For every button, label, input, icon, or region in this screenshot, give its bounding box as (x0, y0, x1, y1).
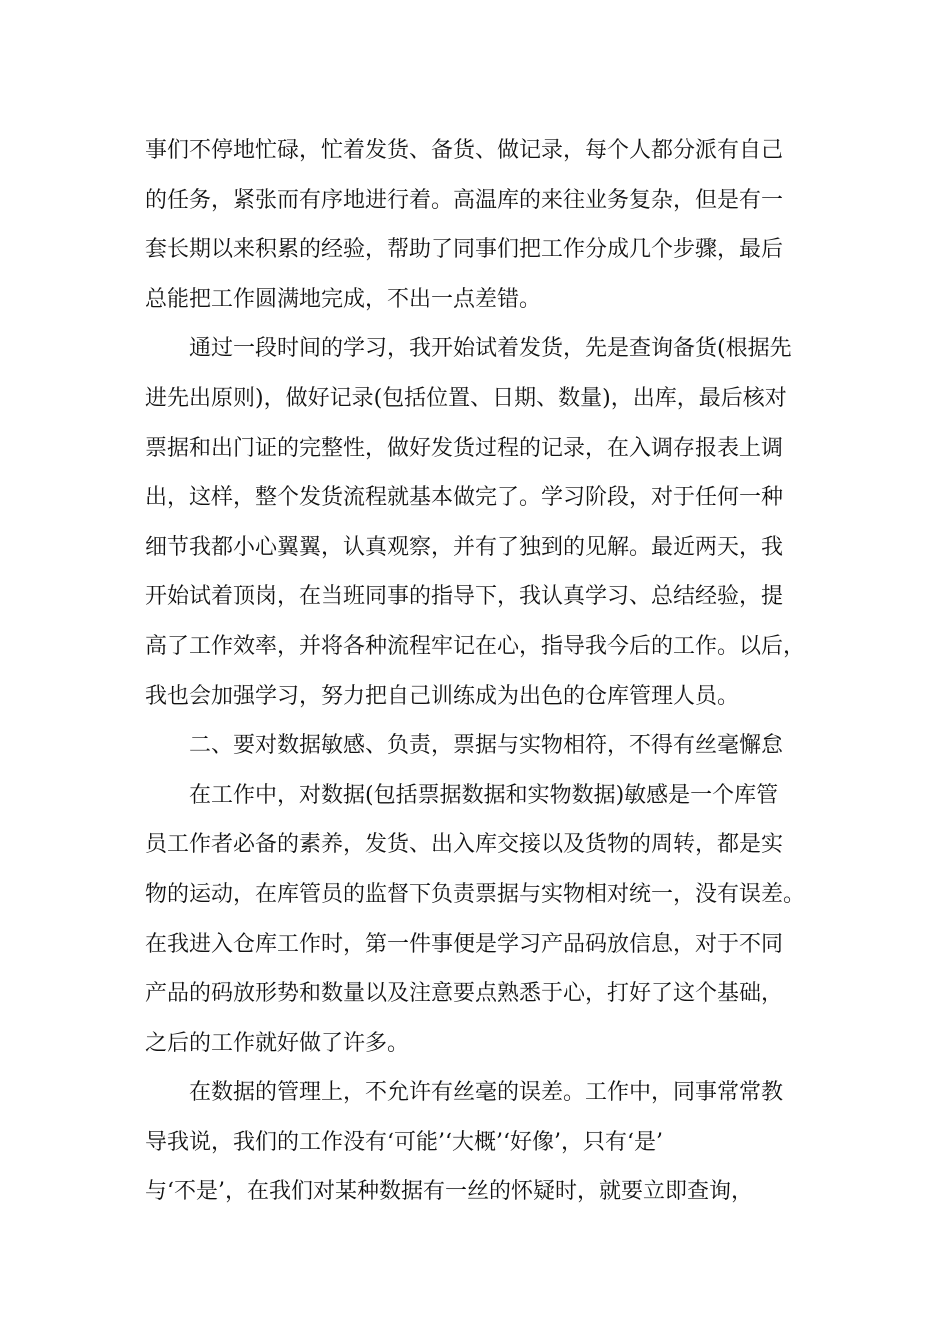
text-line: 员工作者必备的素养，发货、出入库交接以及货物的周转，都是实 (145, 832, 784, 858)
text-line: 出，这样，整个发货流程就基本做完了。学习阶段，对于任何一种 (145, 485, 784, 511)
text-line: 细节我都小心翼翼，认真观察，并有了独到的见解。最近两天，我 (145, 534, 784, 560)
text-line: 事们不停地忙碌，忙着发货、备货、做记录，每个人都分派有自己 (145, 138, 784, 163)
text-line: 开始试着顶岗，在当班同事的指导下，我认真学习、总结经验，提 (145, 584, 784, 610)
text-line: 的任务，紧张而有序地进行着。高温库的来往业务复杂，但是有一 (145, 187, 784, 213)
text-line: 通过一段时间的学习，我开始试着发货，先是查询备货(根据先 (145, 336, 792, 362)
document-body (145, 126, 829, 1217)
text-line: 高了工作效率，并将各种流程牢记在心，指导我今后的工作。以后， (145, 633, 806, 659)
text-line: 进先出原则)，做好记录(包括位置、日期、数量)，出库，最后核对 (145, 385, 787, 411)
text-line: 总能把工作圆满地完成，不出一点差错。 (145, 286, 542, 312)
section-heading: 二、要对数据敏感、负责，票据与实物相符，不得有丝毫懈怠 (145, 733, 784, 759)
text-line: 之后的工作就好做了许多。 (145, 1030, 410, 1056)
text-line: 票据和出门证的完整性，做好发货过程的记录，在入调存报表上调 (145, 435, 784, 461)
text-line: 在我进入仓库工作时，第一件事便是学习产品码放信息，对于不同 (145, 931, 784, 957)
text-line: 套长期以来积累的经验，帮助了同事们把工作分成几个步骤，最后 (145, 237, 784, 263)
text-line: 与‘不是’，在我们对某种数据有一丝的怀疑时，就要立即查询， (145, 1179, 753, 1205)
text-line: 产品的码放形势和数量以及注意要点熟悉于心，打好了这个基础， (145, 981, 784, 1007)
text-line: 在数据的管理上，不允许有丝毫的误差。工作中，同事常常教 (145, 1080, 784, 1106)
text-line: 导我说，我们的工作没有‘可能’‘大概’‘好像’，只有‘是’ (145, 1129, 663, 1155)
text-line: 物的运动，在库管员的监督下负责票据与实物相对统一，没有误差。 (145, 881, 806, 907)
text-line: 我也会加强学习，努力把自己训练成为出色的仓库管理人员。 (145, 683, 740, 709)
text-line: 在工作中，对数据(包括票据数据和实物数据)敏感是一个库管 (145, 782, 779, 808)
